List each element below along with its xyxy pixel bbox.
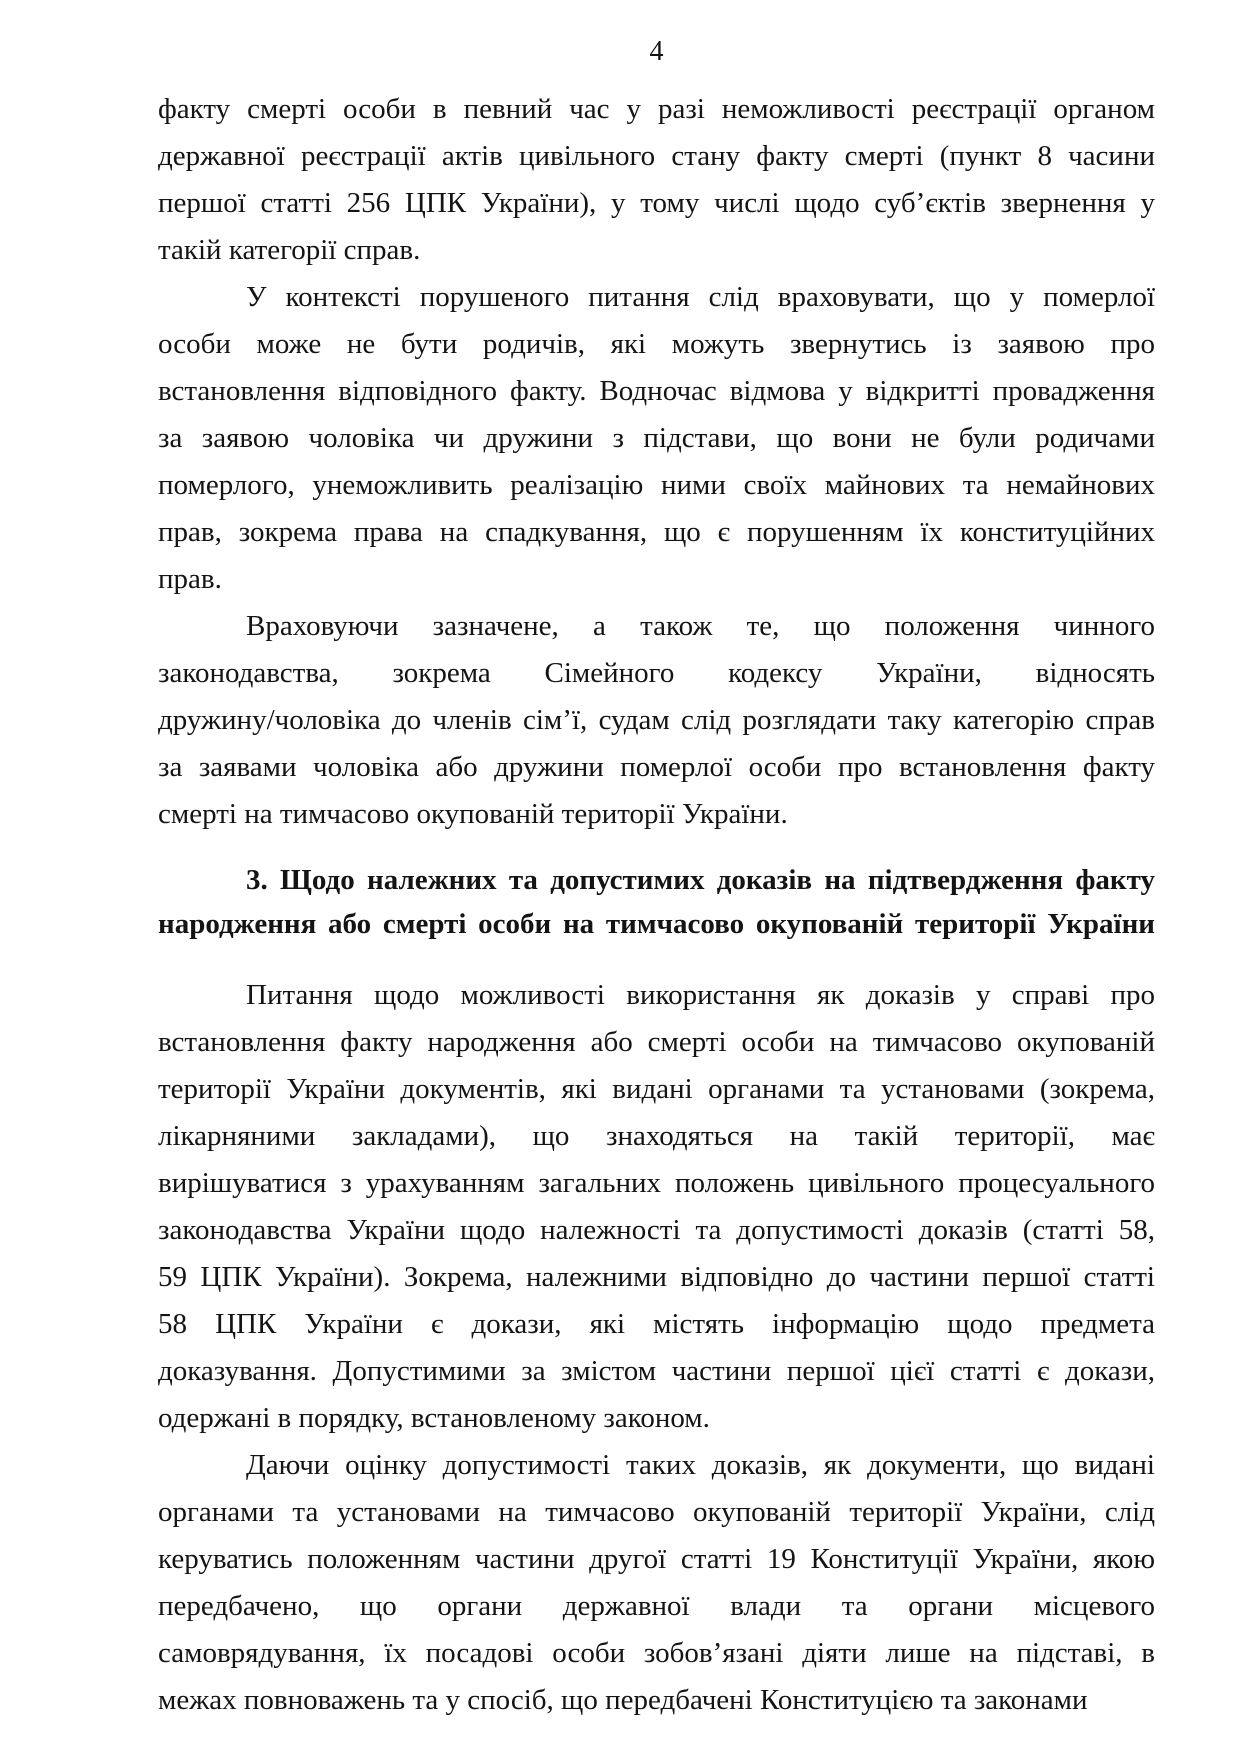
text-line: Питання щодо можливості використання як доказів у справі про: [246, 979, 1155, 1011]
text-line: прав, зокрема права на спадкування, що є порушенням їх конституційних: [158, 516, 1155, 548]
page-number: 4: [649, 36, 664, 67]
text-line: такій категорії справ.: [158, 234, 421, 266]
section-heading: [158, 858, 1155, 946]
text-line: території України документів, які видані органами та установами (зокрема,: [158, 1073, 1155, 1105]
paragraph: [158, 86, 1155, 274]
text-line: померлого, унеможливить реалізацію ними своїх майнових та немайнових: [158, 469, 1155, 501]
text-line: 3. Щодо належних та допустимих доказів на підтвердження факту: [246, 864, 1155, 896]
text-line: органами та установами на тимчасово окупованій території України, слід: [158, 1496, 1155, 1528]
paragraph: [158, 603, 1155, 838]
text-line: законодавства, зокрема Сімейного кодексу України, відносять: [158, 657, 1155, 689]
paragraph: [158, 972, 1155, 1442]
text-line: прав.: [158, 563, 222, 595]
document-body: [158, 86, 1155, 1724]
text-line: законодавства України щодо належності та допустимості доказів (статті 58,: [158, 1214, 1155, 1246]
text-line: особи може не бути родичів, які можуть звернутись із заявою про: [158, 328, 1155, 360]
text-line: дружину/чоловіка до членів сім’ї, судам слід розглядати таку категорію справ: [158, 704, 1155, 736]
text-line: лікарняними закладами), що знаходяться на такій території, має: [158, 1120, 1155, 1152]
text-line: 58 ЦПК України є докази, які містять інформацію щодо предмета: [158, 1308, 1155, 1340]
text-line: одержані в порядку, встановленому законом.: [158, 1402, 710, 1434]
text-line: за заявою чоловіка чи дружини з підстави, що вони не були родичами: [158, 422, 1155, 454]
text-line: встановлення відповідного факту. Водночас відмова у відкритті провадження: [158, 375, 1155, 407]
text-line: Враховуючи зазначене, а також те, що положення чинного: [246, 610, 1155, 642]
paragraph: [158, 274, 1155, 603]
text-line: смерті на тимчасово окупованій території України.: [158, 798, 788, 830]
text-line: Даючи оцінку допустимості таких доказів, як документи, що видані: [246, 1449, 1155, 1481]
text-line: народження або смерті особи на тимчасово окупованій території України: [158, 908, 1155, 940]
text-line: факту смерті особи в певний час у разі неможливості реєстрації органом: [158, 93, 1155, 125]
text-line: У контексті порушеного питання слід враховувати, що у померлої: [246, 281, 1155, 313]
text-line: передбачено, що органи державної влади та органи місцевого: [158, 1590, 1155, 1622]
text-line: встановлення факту народження або смерті особи на тимчасово окупованій: [158, 1026, 1155, 1058]
text-line: 59 ЦПК України). Зокрема, належними відповідно до частини першої статті: [158, 1261, 1155, 1293]
paragraph: [158, 1442, 1155, 1724]
text-line: самоврядування, їх посадові особи зобов’язані діяти лише на підставі, в: [158, 1637, 1155, 1669]
text-line: межах повноважень та у спосіб, що передбачені Конституцією та законами: [158, 1684, 1088, 1716]
text-line: першої статті 256 ЦПК України), у тому числі щодо суб’єктів звернення у: [158, 187, 1155, 219]
text-line: керуватись положенням частини другої статті 19 Конституції України, якою: [158, 1543, 1155, 1575]
text-line: за заявами чоловіка або дружини померлої особи про встановлення факту: [158, 751, 1155, 783]
text-line: вирішуватися з урахуванням загальних положень цивільного процесуального: [158, 1167, 1155, 1199]
text-line: доказування. Допустимими за змістом частини першої цієї статті є докази,: [158, 1355, 1155, 1387]
text-line: державної реєстрації актів цивільного стану факту смерті (пункт 8 часини: [158, 140, 1155, 172]
